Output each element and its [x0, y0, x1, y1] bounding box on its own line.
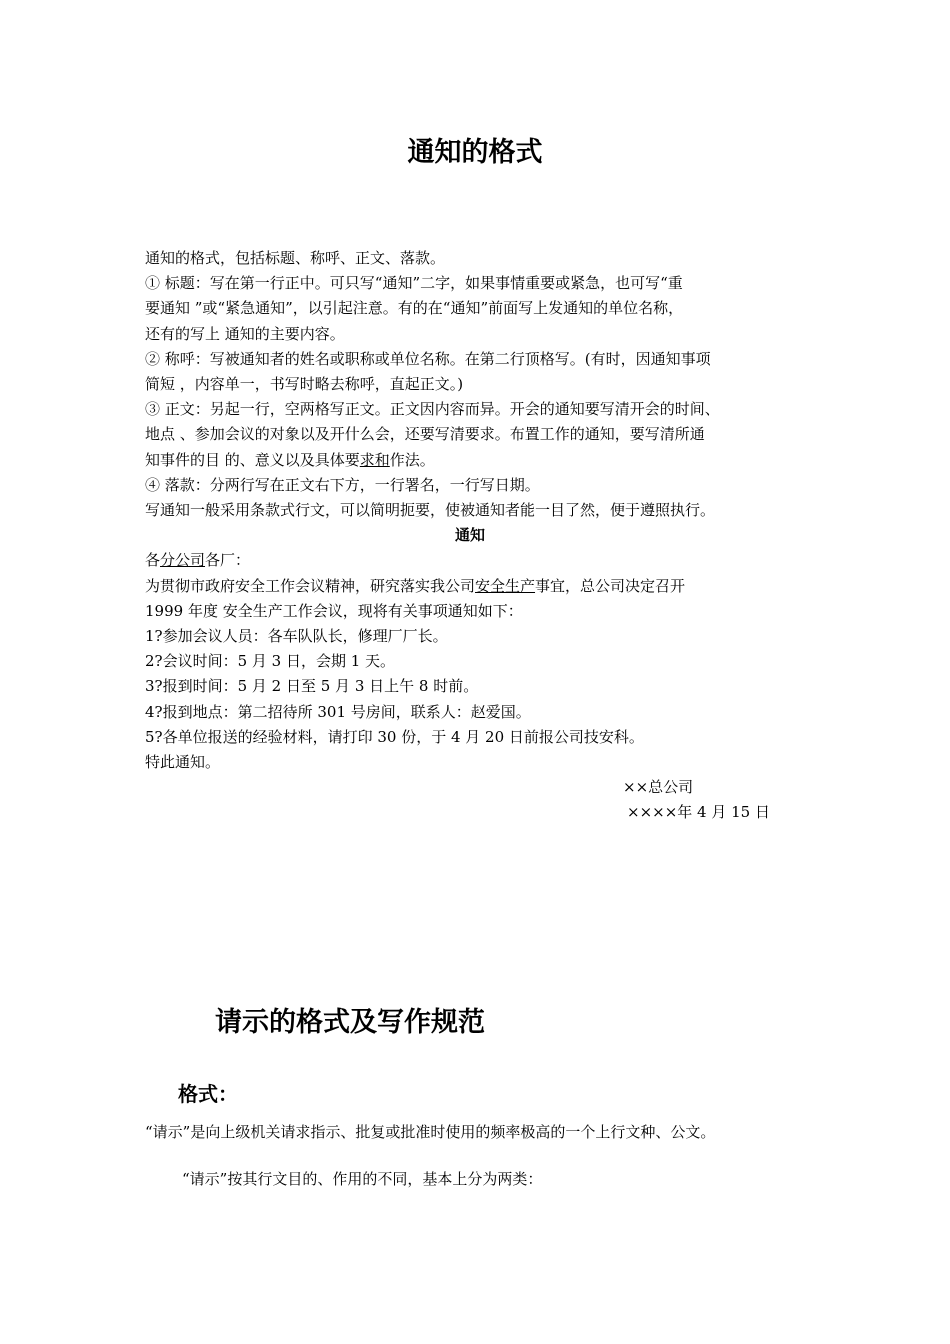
hyperlink[interactable]: 安全生产 [475, 576, 536, 595]
section-title: 请示的格式及写作规范 [215, 1007, 485, 1038]
sample-salutation [145, 548, 795, 573]
item1-line: 要通知 ”或“紧急通知”，以引起注意。有的在“通知”前面写上发通知的单位名称， [145, 299, 684, 318]
signature-date: ××××年 4 月 15 日 [627, 803, 770, 822]
section-subtitle: 格式： [178, 1082, 238, 1106]
section-paragraph: “请示”是向上级机关请求指示、批复或批准时使用的频率极高的一个上行文种、公文。 [145, 1123, 716, 1141]
intro-text: 通知的格式，包括标题、称呼、正文、落款。 [145, 249, 446, 267]
list-item: 2?会议时间：5 月 3 日，会期 1 天。 [145, 652, 396, 671]
body-text: 为贯彻市政府安全工作会议精神，研究落实我公司 [145, 576, 476, 595]
item2-line: ② 称呼：写被通知者的姓名或职称或单位名称。在第二行顶格写。(有时，因通知事项 [145, 349, 711, 368]
item4-line: ④ 落款：分两行写在正文右下方，一行署名，一行写日期。 [145, 475, 540, 494]
signature: ××总公司 [623, 778, 694, 797]
sample-body-line [145, 574, 795, 599]
summary-line: 写通知一般采用条款式行文，可以简明扼要，使被通知者能一目了然，便于遵照执行。 [145, 501, 716, 520]
closing-line: 特此通知。 [145, 753, 221, 772]
list-item: 4?报到地点：第二招待所 301 号房间，联系人：赵爱国。 [145, 702, 531, 721]
body-text: 事宜，总公司决定召开 [535, 576, 686, 595]
item1-line: 还有的写上 通知的主要内容。 [145, 324, 345, 343]
salutation-text: 各 [145, 551, 161, 570]
hyperlink[interactable]: 求和 [359, 450, 390, 469]
salutation-text: 各厂： [205, 551, 251, 570]
list-item: 5?各单位报送的经验材料，请打印 30 份，于 4 月 20 日前报公司技安科。 [145, 727, 644, 746]
sample-heading: 通知 [454, 526, 485, 545]
section-paragraph: “请示”按其行文目的、作用的不同，基本上分为两类： [182, 1170, 543, 1188]
page-title: 通知的格式 [407, 137, 543, 168]
notice-format-body [145, 246, 795, 826]
list-item: 3?报到时间：5 月 2 日至 5 月 3 日上午 8 时前。 [145, 677, 479, 696]
item3-line [145, 448, 795, 473]
item2-line: 简短 ，内容单一，书写时略去称呼，直起正文。) [145, 375, 464, 394]
list-item: 1?参加会议人员：各车队队长，修理厂厂长。 [145, 627, 448, 646]
item3-line: ③ 正文：另起一行，空两格写正文。正文因内容而异。开会的通知要写清开会的时间、 [145, 400, 720, 419]
item1-line: ① 标题：写在第一行正中。可只写“通知”二字，如果事情重要或紧急，也可写“重 [145, 274, 683, 293]
item3-line: 地点 、参加会议的对象以及开什么会，还要写清要求。布置工作的通知，要写清所通 [145, 425, 705, 444]
item3-text: 作法。 [389, 450, 435, 469]
item3-text: 知事件的目 的、意义以及具体要 [145, 450, 360, 469]
hyperlink[interactable]: 分公司 [160, 551, 206, 570]
sample-body-line: 1999 年度 安全生产工作会议，现将有关事项通知如下： [145, 601, 523, 620]
